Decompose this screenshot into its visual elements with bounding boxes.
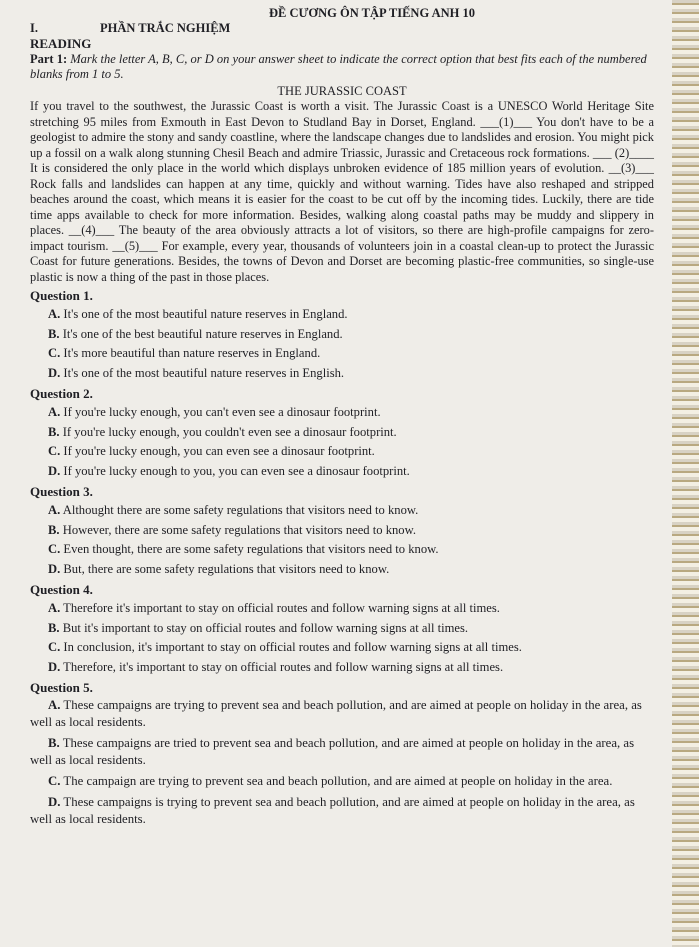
option-text: The campaign are trying to prevent sea and beach pollution, and are aimed at people on holiday in the area. (63, 774, 613, 788)
part-instruction (30, 52, 654, 82)
section-number: I. (30, 21, 38, 35)
option-text: If you're lucky enough, you couldn't even see a dinosaur footprint. (62, 424, 397, 439)
option-letter: A. (48, 405, 61, 419)
option-letter: A. (48, 698, 61, 712)
question-4-label: Question 4. (30, 582, 93, 597)
reading-label: READING (30, 36, 92, 51)
option-letter: A. (48, 307, 61, 321)
question-4-option-b (30, 619, 654, 639)
option-letter: C. (48, 542, 61, 556)
option-text: It's one of the best beautiful nature reserves in England. (62, 326, 343, 341)
option-letter: D. (48, 463, 61, 478)
question-4-option-a (30, 599, 654, 619)
option-letter: B. (48, 620, 60, 635)
option-text: It's more beautiful than nature reserves in England. (63, 346, 321, 360)
option-letter: D. (48, 365, 61, 380)
option-letter: D. (48, 659, 61, 674)
option-text: If you're lucky enough to you, you can even see a dinosaur footprint. (63, 463, 410, 478)
option-text: Even thought, there are some safety regulations that visitors need to know. (63, 542, 439, 556)
option-text: Therefore, it's important to stay on official routes and follow warning signs at all times. (63, 659, 504, 674)
option-letter: B. (48, 326, 60, 341)
question-2-option-b (30, 423, 654, 443)
passage-text: If you travel to the southwest, the Jurassic Coast is worth a visit. The Jurassic Coast is a UNESCO World Heritage Site stretching 95 miles from Exmouth in East Devon to Studland Bay in Dorset, England. ___(1)___ You don't have to be a geologist to admire the stony and sandy coastline, where the landscape changes due to landslides and erosion. You might pick up a fossil on a walk along stunning Chesil Beach and admire Triassic, Jurassic and Cretaceous rock formations. ___ (2)____ It is considered the only place in the world which displays unbroken evidence of 185 million years of evolution. __(3)___ Rock falls and landslides can happen at any time, quickly and without warning. Tides have also reshaped and stripped beaches around the coast, which means it is easier for the coast to be cut off by the incoming tides. Luckily, there are tide time apps available to check for more information. Besides, walking along coastal paths may be muddy and slippery in places. __(4)___ The beauty of the area obviously attracts a lot of visitors, so there are high-profile campaigns for zero-impact tourism. __(5)___ For example, every year, thousands of volunteers join in a coastal clean-up to protect the Jurassic Coast for future generations. Besides, the towns of Devon and Dorset are becoming plastic-free communities, so single-use plastic is now a thing of the past in those places. (30, 99, 654, 284)
option-letter: C. (48, 444, 61, 458)
question-3-option-a (30, 501, 654, 521)
option-letter: C. (48, 346, 61, 360)
question-3-label: Question 3. (30, 484, 93, 499)
question-4-option-d (30, 658, 654, 678)
option-letter: A. (48, 601, 61, 615)
question-5-label: Question 5. (30, 680, 93, 695)
passage-title: THE JURASSIC COAST (277, 84, 407, 98)
option-letter: B. (48, 522, 60, 537)
document-title: ĐỀ CƯƠNG ÔN TẬP TIẾNG ANH 10 (268, 6, 476, 20)
option-text: These campaigns are trying to prevent sea and beach pollution, and are aimed at people on holiday in the area, as well as local residents. (30, 698, 642, 729)
option-text: Therefore it's important to stay on official routes and follow warning signs at all times. (63, 601, 500, 615)
question-1-option-b (30, 325, 654, 345)
option-text: It's one of the most beautiful nature reserves in England. (63, 307, 348, 321)
option-text: Althought there are some safety regulations that visitors need to know. (62, 503, 419, 517)
option-text: If you're lucky enough, you can't even see a dinosaur footprint. (63, 405, 381, 419)
option-text: But it's important to stay on official routes and follow warning signs at all times. (62, 620, 469, 635)
section-heading (30, 21, 654, 36)
option-text: If you're lucky enough, you can even see a dinosaur footprint. (63, 444, 375, 458)
option-letter: B. (48, 424, 60, 439)
question-5-option-c (30, 773, 654, 790)
option-letter: C. (48, 640, 61, 654)
question-1-option-c (30, 344, 654, 364)
option-text: In conclusion, it's important to stay on official routes and follow warning signs at all times. (63, 640, 522, 654)
question-1-option-d (30, 364, 654, 384)
question-5-option-d (30, 794, 654, 828)
question-5-option-b (30, 735, 654, 769)
question-3-option-d (30, 560, 654, 580)
option-text: But, there are some safety regulations that visitors need to know. (63, 561, 390, 576)
option-letter: D. (48, 795, 61, 809)
option-text: However, there are some safety regulations that visitors need to know. (62, 522, 417, 537)
question-1-label: Question 1. (30, 288, 93, 303)
question-4-option-c (30, 638, 654, 658)
option-letter: A. (48, 503, 61, 517)
page-edge-stack (672, 0, 699, 947)
part-label: Part 1: (30, 52, 68, 66)
question-2-option-d (30, 462, 654, 482)
option-letter: D. (48, 561, 61, 576)
question-2-option-c (30, 442, 654, 462)
question-3-option-b (30, 521, 654, 541)
option-text: These campaigns are tried to prevent sea and beach pollution, and are aimed at people on holiday in the area, as well as local residents. (30, 736, 635, 767)
section-title: PHẦN TRẮC NGHIỆM (100, 21, 231, 35)
option-letter: B. (48, 736, 60, 750)
question-2-option-a (30, 403, 654, 423)
option-letter: C. (48, 774, 61, 788)
part-instruction-text: Mark the letter A, B, C, or D on your answer sheet to indicate the correct option that best fits each of the numbered blanks from 1 to 5. (30, 52, 647, 81)
question-2-label: Question 2. (30, 386, 93, 401)
question-1-option-a (30, 305, 654, 325)
option-text: It's one of the most beautiful nature reserves in English. (63, 365, 345, 380)
question-3-option-c (30, 540, 654, 560)
question-5-option-a (30, 697, 654, 731)
option-text: These campaigns is trying to prevent sea and beach pollution, and are aimed at people on holiday in the area, as well as local residents. (30, 795, 635, 826)
